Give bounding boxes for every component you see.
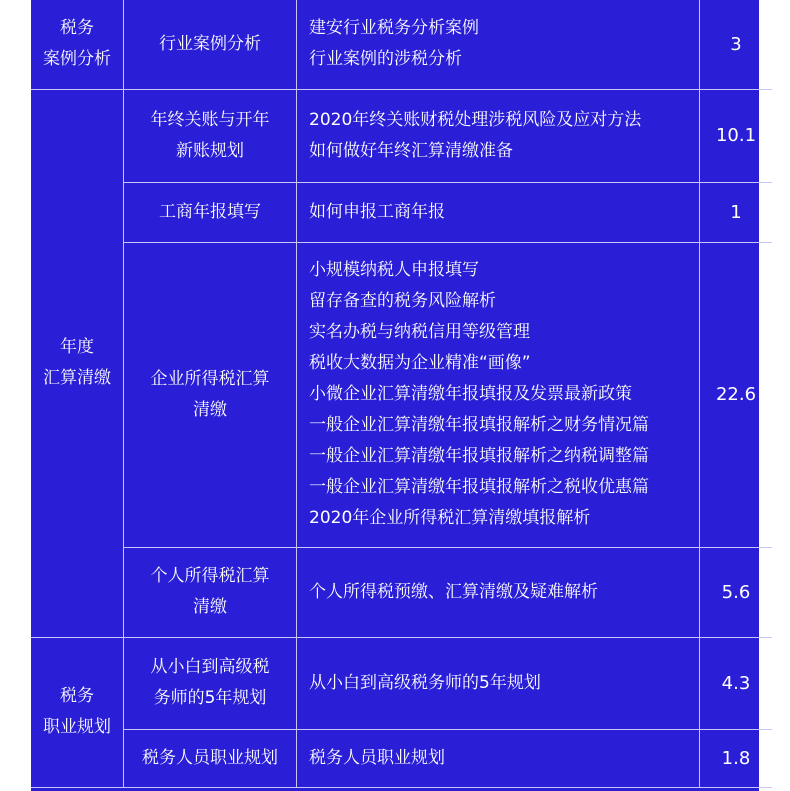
- topic-line: 清缴: [193, 399, 227, 420]
- item-line: 2020年企业所得税汇算清缴填报解析: [309, 508, 591, 528]
- topic-cell: [124, 242, 297, 547]
- item-line: 实名办税与纳税信用等级管理: [309, 322, 530, 342]
- topic-line: 行业案例分析: [159, 33, 261, 54]
- category-line: 税务: [60, 686, 94, 706]
- item-line: 个人所得税预缴、汇算清缴及疑难解析: [309, 581, 598, 602]
- item-line: 小规模纳税人申报填写: [309, 260, 479, 280]
- item-line: 税收大数据为企业精准“画像”: [309, 353, 531, 373]
- category-line: 案例分析: [43, 49, 111, 70]
- category-cell: [31, 0, 124, 89]
- category-line: 汇算清缴: [43, 368, 111, 388]
- items-cell: [297, 0, 700, 89]
- item-line: 一般企业汇算清缴年报填报解析之财务情况篇: [309, 415, 649, 435]
- table-row: [31, 729, 772, 787]
- topic-line: 税务人员职业规划: [142, 747, 278, 768]
- topic-cell: [124, 89, 297, 182]
- table-row: [31, 89, 772, 182]
- category-line: 年度: [60, 337, 94, 357]
- category-cell: [31, 637, 124, 787]
- topic-cell: [124, 547, 297, 637]
- items-cell: [297, 637, 700, 729]
- topic-line: 企业所得税汇算: [150, 368, 270, 389]
- item-line: 税务人员职业规划: [309, 747, 445, 768]
- course-table-container: [31, 0, 759, 791]
- hours-cell: 3: [700, 0, 773, 89]
- item-line: 一般企业汇算清缴年报填报解析之税收优惠篇: [309, 477, 649, 497]
- topic-line: 新账规划: [176, 140, 244, 161]
- item-line: 如何申报工商年报: [309, 201, 445, 222]
- hours-cell: 4.3: [700, 637, 773, 729]
- table-row: [31, 182, 772, 242]
- items-cell: [297, 547, 700, 637]
- items-cell: [297, 729, 700, 787]
- hours-cell: 22.6: [700, 242, 773, 547]
- item-line: 留存备查的税务风险解析: [309, 291, 496, 311]
- hours-cell: 1: [700, 182, 773, 242]
- topic-cell: [124, 637, 297, 729]
- topic-line: 清缴: [193, 597, 227, 617]
- item-line: 建安行业税务分析案例: [309, 18, 479, 39]
- items-cell: [297, 89, 700, 182]
- hours-cell: 1.8: [700, 729, 773, 787]
- topic-cell: [124, 182, 297, 242]
- table-row: [31, 0, 772, 89]
- item-line: 从小白到高级税务师的5年规划: [309, 672, 541, 693]
- item-line: 小微企业汇算清缴年报填报及发票最新政策: [309, 384, 632, 404]
- hours-cell: 10.1: [700, 89, 773, 182]
- items-cell: [297, 242, 700, 547]
- course-table: [31, 0, 772, 788]
- category-line: 税务: [60, 18, 94, 39]
- category-line: 职业规划: [43, 717, 111, 737]
- topic-line: 务师的5年规划: [153, 688, 267, 708]
- topic-line: 年终关账与开年: [150, 109, 270, 130]
- category-cell: [31, 89, 124, 637]
- topic-line: 个人所得税汇算: [150, 566, 270, 586]
- table-row: [31, 242, 772, 547]
- topic-line: 从小白到高级税: [150, 657, 270, 677]
- item-line: 一般企业汇算清缴年报填报解析之纳税调整篇: [309, 446, 649, 466]
- topic-cell: [124, 729, 297, 787]
- topic-line: 工商年报填写: [159, 201, 261, 222]
- hours-cell: 5.6: [700, 547, 773, 637]
- item-line: 行业案例的涉税分析: [309, 49, 462, 70]
- table-row: [31, 547, 772, 637]
- item-line: 2020年终关账财税处理涉税风险及应对方法: [309, 109, 642, 130]
- topic-cell: [124, 0, 297, 89]
- item-line: 如何做好年终汇算清缴准备: [309, 140, 513, 161]
- items-cell: [297, 182, 700, 242]
- table-row: [31, 637, 772, 729]
